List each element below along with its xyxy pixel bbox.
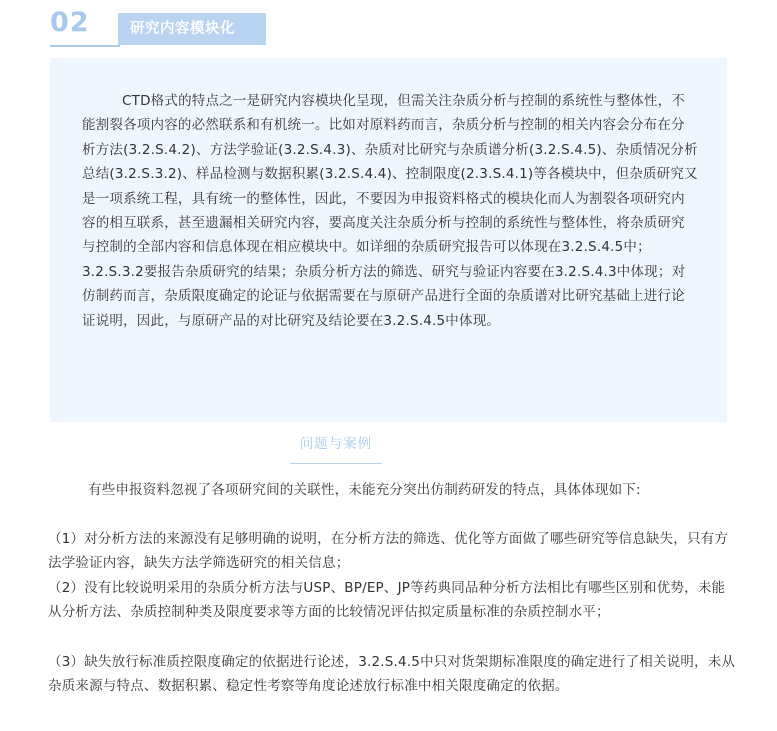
list-item: （2）没有比较说明采用的杂质分析方法与USP、BP/EP、JP等药典同品种分析方法相比有哪些区别和优势，未能从分析方法、杂质控制种类及限度要求等方面的比较情况评估拟定质量标准的杂质控制水平； [48,580,726,621]
callout-paragraph: CTD格式的特点之一是研究内容模块化呈现，但需关注杂质分析与控制的系统性与整体性，不能割裂各项内容的必然联系和有机统一。比如对原料药而言，杂质分析与控制的相关内容会分布在分析方法(3.2.S.4.2)、方法学验证(3.2.S.4.3)、杂质对比研究与杂质谱分析(3.2.S.4.5)、杂质情况分析总结(3.2.S.3.2)、样品检测与数据积累(3.2.S.4.4)、控制限度(2.3.S.4.1)等各模块中，但杂质研究又是一项系统工程，具有统一的整体性，因此，不要因为申报资料格式的模块化而人为割裂各项研究内容的相互联系，甚至遗漏相关研究内容，要高度关注杂质分析与控制的系统性与整体性，将杂质研究与控制的全部内容和信息体现在相应模块中。如详细的杂质研究报告可以体现在3.2.S.4.5中；3.2.S.3.2要报告杂质研究的结果；杂质分析方法的筛选、研究与验证内容要在3.2.S.4.3中体现；对仿制药而言，杂质限度确定的论证与依据需要在与原研产品进行全面的杂质谱对比研究基础上进行论证说明，因此，与原研产品的对比研究及结论要在3.2.S.4.5中体现。 [82,93,698,329]
subheading: 问题与案例 [299,436,373,452]
list-item: （3）缺失放行标准质控限度确定的依据进行论述，3.2.S.4.5中只对货架期标准限度的确定进行了相关说明，未从杂质来源与特点、数据积累、稳定性考察等角度论述放行标准中相关限度确定的依据。 [48,654,736,695]
section-number-underline [50,45,120,47]
list-item: （1）对分析方法的来源没有足够明确的说明，在分析方法的筛选、优化等方面做了哪些研究等信息缺失，只有方法学验证内容，缺失方法学筛选研究的相关信息； [48,531,729,572]
subheading-underline [290,463,382,464]
section-title: 研究内容模块化 [130,21,235,37]
callout-box [50,58,727,422]
section-number: 02 [50,7,90,38]
intro-paragraph: 有些申报资料忽视了各项研究间的关联性，未能充分突出仿制药研发的特点，具体体现如下: [88,482,641,498]
